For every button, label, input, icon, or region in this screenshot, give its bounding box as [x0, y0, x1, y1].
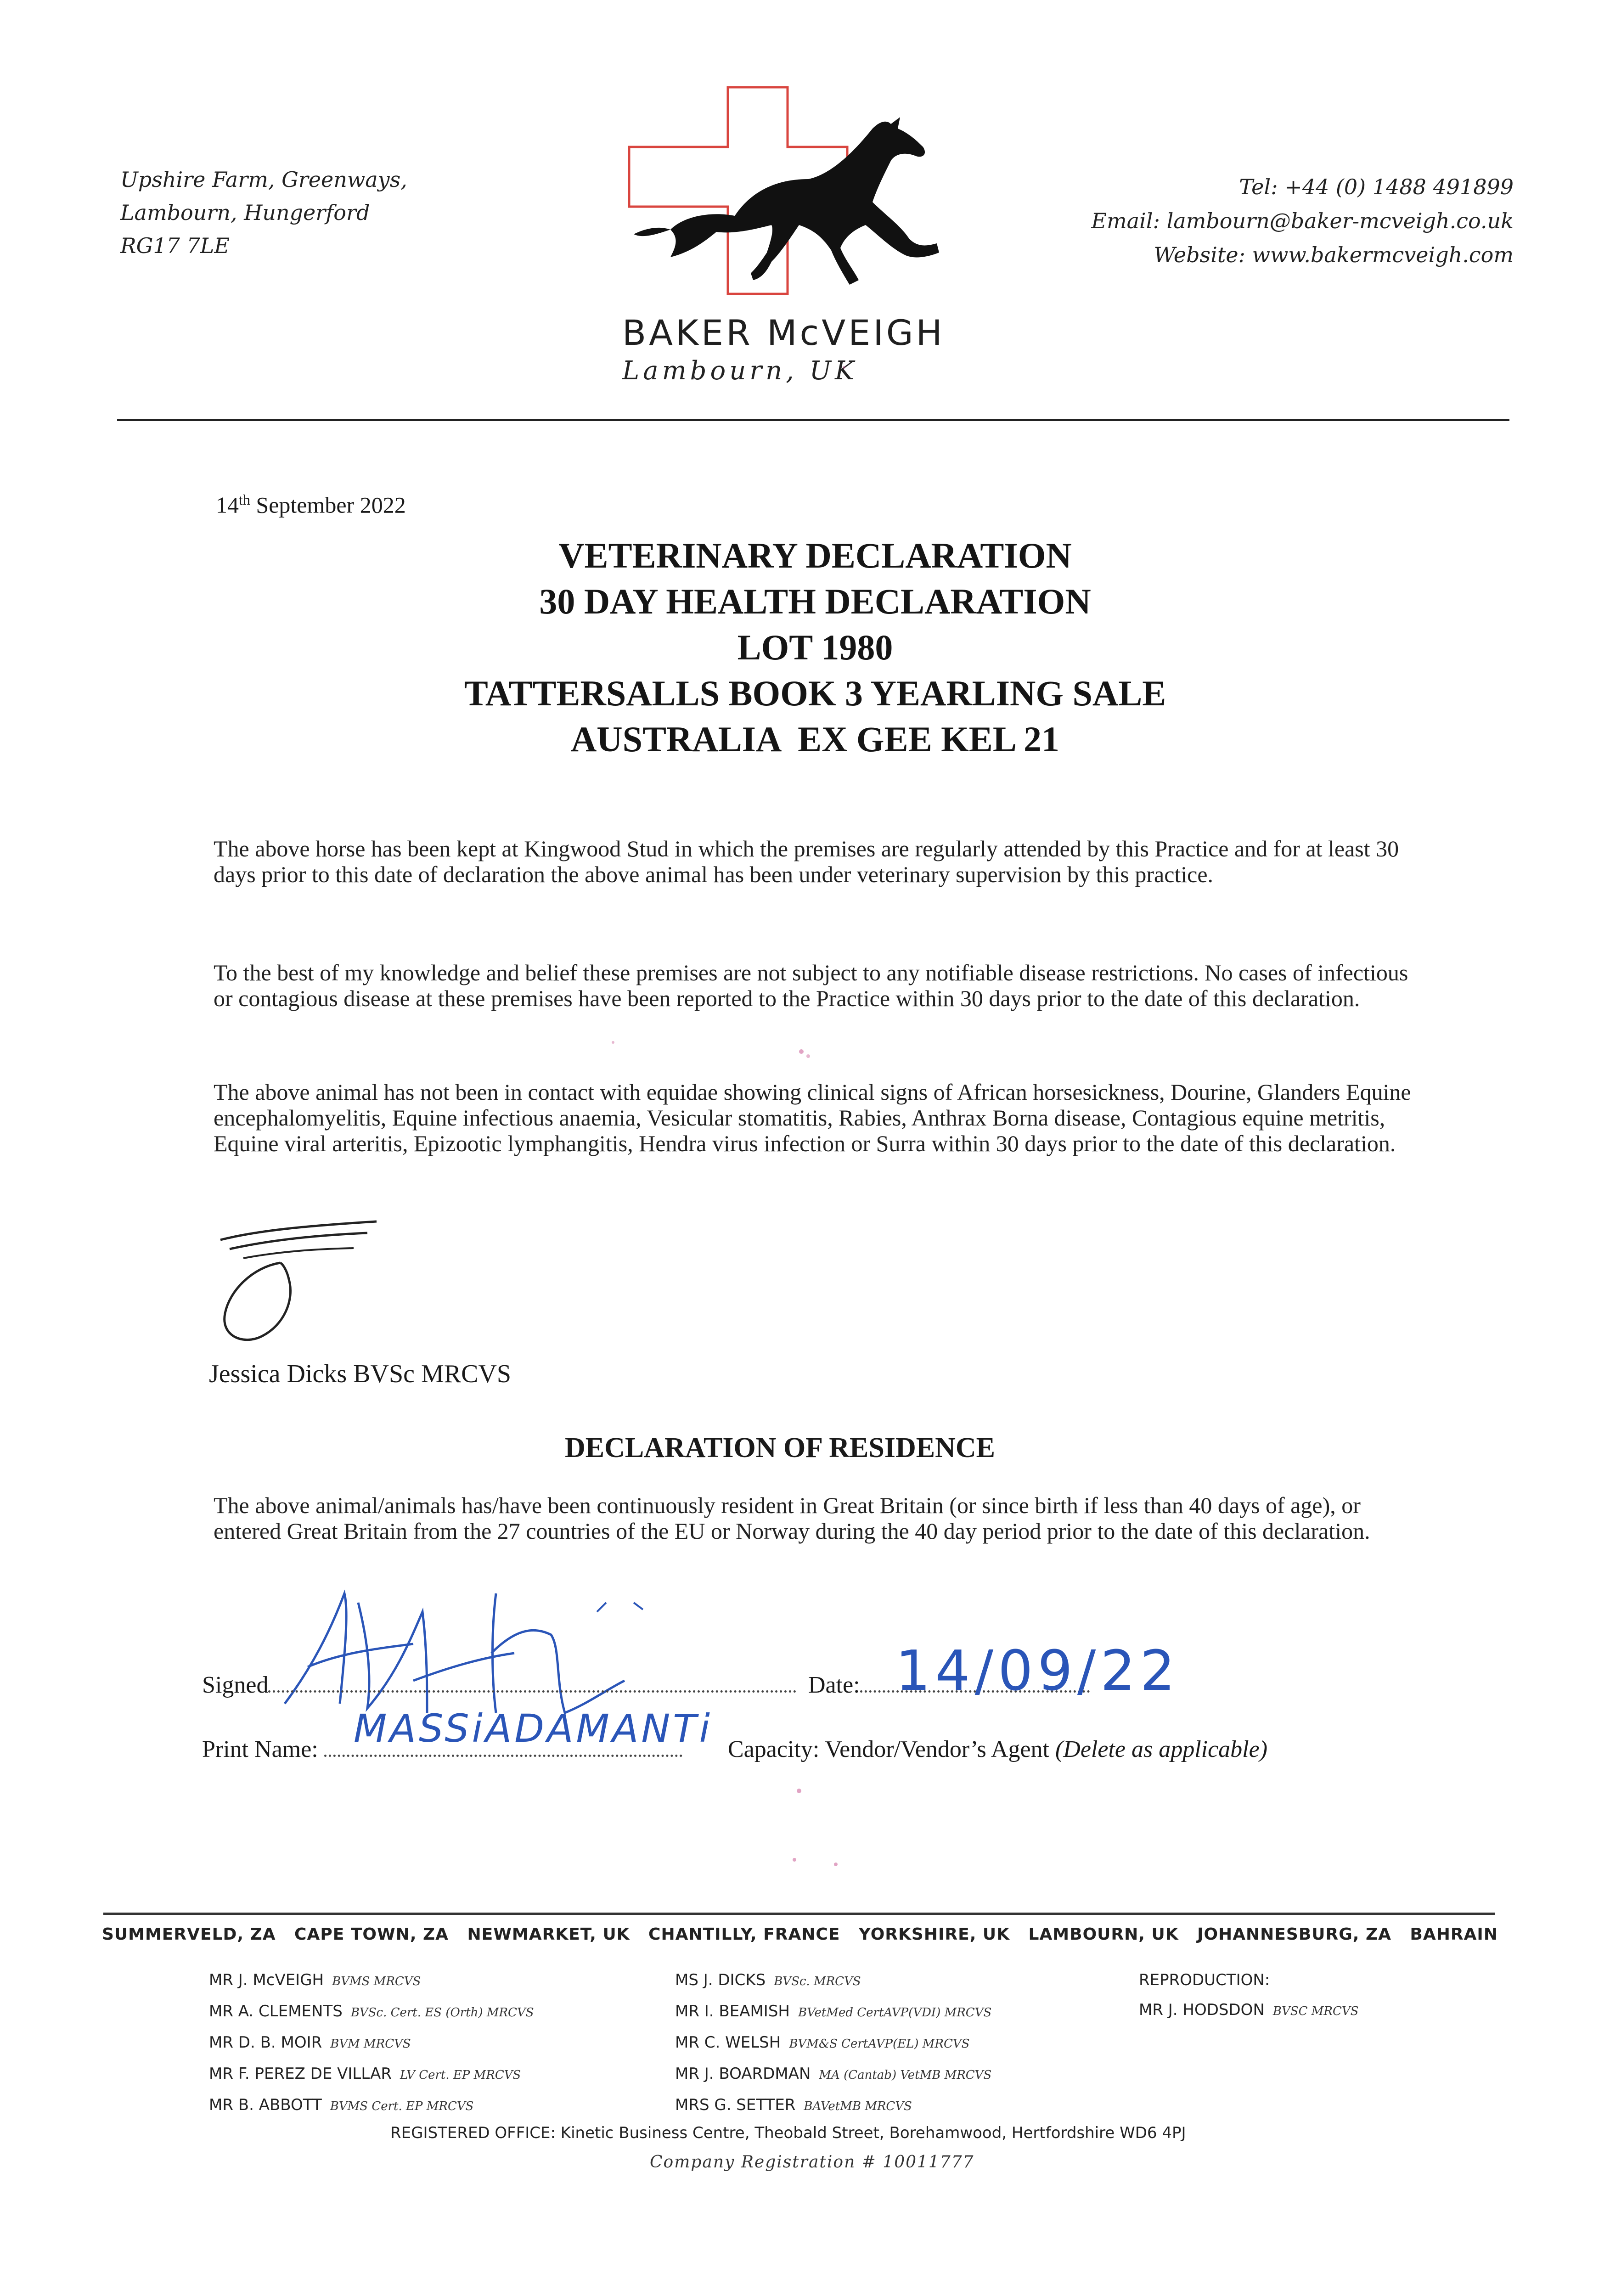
- staff-quals: BVSc. MRCVS: [774, 1975, 861, 1988]
- date-suffix: th: [239, 491, 250, 508]
- brand-name: BAKER McVEIGH: [622, 312, 945, 353]
- signed-label: Signed: [202, 1672, 269, 1698]
- office-locations: [102, 1925, 1498, 1944]
- paragraph-disease-restrictions: To the best of my knowledge and belief these premises are not subject to any notifiable disease restrictions. No cases of infectious or contagious disease at these premises have been reported to the Practice within 30 days prior to the date of this declaration.: [214, 960, 1408, 1011]
- vet-signature: [202, 1212, 395, 1350]
- staff-name: MR F. PEREZ DE VILLAR: [209, 2065, 392, 2083]
- staff-item: [675, 2028, 991, 2059]
- date-label: Date:: [808, 1672, 860, 1698]
- title-line: AUSTRALIA EX GEE KEL 21: [570, 719, 1060, 759]
- staff-column-2: [675, 1965, 991, 2122]
- signed-dotted-line: [268, 1686, 796, 1693]
- staff-item: [209, 2090, 534, 2122]
- office-item: CHANTILLY, FRANCE: [648, 1925, 840, 1944]
- brand-location: Lambourn, UK: [622, 356, 858, 386]
- letter-date: [216, 491, 406, 518]
- staff-quals: BVetMed CertAVP(VDI) MRCVS: [798, 2006, 992, 2020]
- staff-item: [1139, 1995, 1358, 2026]
- staff-quals: MA (Cantab) VetMB MRCVS: [819, 2068, 992, 2082]
- title-line: LOT 1980: [737, 627, 893, 667]
- staff-item: [675, 2059, 991, 2090]
- staff-name: MR C. WELSH: [675, 2033, 781, 2052]
- office-item: LAMBOURN, UK: [1028, 1925, 1179, 1944]
- staff-quals: BVM MRCVS: [330, 2037, 411, 2051]
- staff-name: MRS G. SETTER: [675, 2096, 796, 2114]
- paragraph-residence: The above animal/animals has/have been continuously resident in Great Britain (or since birth if less than 40 days of age), or entered Great Britain from the 27 countries of the EU or Norway during the 40 day period prior to the date of this declaration.: [214, 1492, 1370, 1544]
- office-item: CAPE TOWN, ZA: [294, 1925, 449, 1944]
- residence-title: DECLARATION OF RESIDENCE: [565, 1432, 996, 1463]
- office-item: SUMMERVELD, ZA: [102, 1925, 276, 1944]
- reproduction-heading: REPRODUCTION:: [1139, 1971, 1270, 1989]
- office-item: BAHRAIN: [1410, 1925, 1498, 1944]
- staff-name: MR A. CLEMENTS: [209, 2002, 343, 2020]
- staff-name: MR B. ABBOTT: [209, 2096, 322, 2114]
- footer-divider: [103, 1913, 1495, 1915]
- print-name-dotted-line: [324, 1750, 682, 1757]
- title-line: VETERINARY DECLARATION: [558, 535, 1072, 575]
- handwritten-name: MASSiADAMANTi: [354, 1706, 713, 1751]
- staff-name: MR D. B. MOIR: [209, 2033, 322, 2052]
- address-left: [120, 163, 407, 262]
- contact-website: Website: www.bakermcveigh.com: [1154, 242, 1514, 267]
- address-line: RG17 7LE: [120, 233, 230, 258]
- vet-name: Jessica Dicks BVSc MRCVS: [209, 1360, 512, 1388]
- contact-email: Email: lambourn@baker-mcveigh.co.uk: [1091, 208, 1514, 233]
- contact-right: [1091, 170, 1514, 272]
- staff-item: [209, 2028, 534, 2059]
- staff-column-3: [1139, 1965, 1358, 2026]
- print-name-label: Print Name:: [202, 1736, 318, 1762]
- handwritten-date: 14/09/22: [895, 1639, 1180, 1703]
- staff-item: [209, 1997, 534, 2028]
- office-item: JOHANNESBURG, ZA: [1197, 1925, 1391, 1944]
- staff-item: [675, 1965, 991, 1997]
- office-item: NEWMARKET, UK: [467, 1925, 630, 1944]
- staff-name: MR J. BOARDMAN: [675, 2065, 811, 2083]
- staff-quals: BAVetMB MRCVS: [804, 2099, 912, 2113]
- capacity-label: Capacity: Vendor/Vendor’s Agent: [728, 1736, 1055, 1762]
- staff-name: MR I. BEAMISH: [675, 2002, 790, 2020]
- staff-quals: BVMS MRCVS: [332, 1975, 421, 1988]
- title-line: 30 DAY HEALTH DECLARATION: [539, 581, 1091, 621]
- staff-name: MS J. DICKS: [675, 1971, 766, 1989]
- paragraph-equidae-contact: The above animal has not been in contact with equidae showing clinical signs of African horsesickness, Dourine, Glanders Equine encephalomyelitis, Equine infectious anaemia, Vesicular stomatitis, Rabies, Anthrax Borna disease, Contagious equine metritis, Equine viral arteritis, Epizootic lymphangitis, Hendra virus infection or Surra within 30 days prior to the date of this declaration.: [214, 1079, 1411, 1156]
- title-line: TATTERSALLS BOOK 3 YEARLING SALE: [464, 673, 1166, 713]
- staff-quals: BVMS Cert. EP MRCVS: [330, 2099, 474, 2113]
- staff-quals: BVSc. Cert. ES (Orth) MRCVS: [350, 2006, 534, 2020]
- staff-quals: BVM&S CertAVP(EL) MRCVS: [789, 2037, 970, 2051]
- vendor-signature: [276, 1575, 689, 1727]
- capacity-field: [728, 1736, 1267, 1763]
- staff-quals: BVSC MRCVS: [1272, 2004, 1359, 2018]
- company-registration: Company Registration # 10011777: [650, 2153, 974, 2172]
- staff-quals: LV Cert. EP MRCVS: [400, 2068, 521, 2082]
- office-item: YORKSHIRE, UK: [858, 1925, 1010, 1944]
- baker-mcveigh-logo: [615, 78, 983, 298]
- staff-item: [209, 2059, 534, 2090]
- capacity-note: (Delete as applicable): [1055, 1736, 1268, 1762]
- registered-office: REGISTERED OFFICE: Kinetic Business Centre, Theobald Street, Borehamwood, Hertfordshire WD6 4PJ: [390, 2124, 1186, 2142]
- paragraph-premises: The above horse has been kept at Kingwood Stud in which the premises are regularly attended by this Practice and for at least 30 days prior to this date of declaration the above animal has been under veterinary supervision by this practice.: [214, 836, 1399, 887]
- staff-column-1: [209, 1965, 534, 2122]
- header-divider: [117, 419, 1509, 421]
- contact-tel: Tel: +44 (0) 1488 491899: [1239, 174, 1514, 199]
- staff-name: MR J. McVEIGH: [209, 1971, 324, 1989]
- staff-item: [675, 1997, 991, 2028]
- signed-field[interactable]: [202, 1671, 796, 1699]
- staff-name: MR J. HODSDON: [1139, 2001, 1265, 2019]
- staff-item: [209, 1965, 534, 1997]
- address-line: Upshire Farm, Greenways,: [120, 167, 407, 192]
- date-day: 14: [216, 492, 239, 518]
- document-title: [276, 533, 1355, 762]
- date-rest: September 2022: [250, 492, 406, 518]
- staff-item: [675, 2090, 991, 2122]
- address-line: Lambourn, Hungerford: [120, 200, 370, 225]
